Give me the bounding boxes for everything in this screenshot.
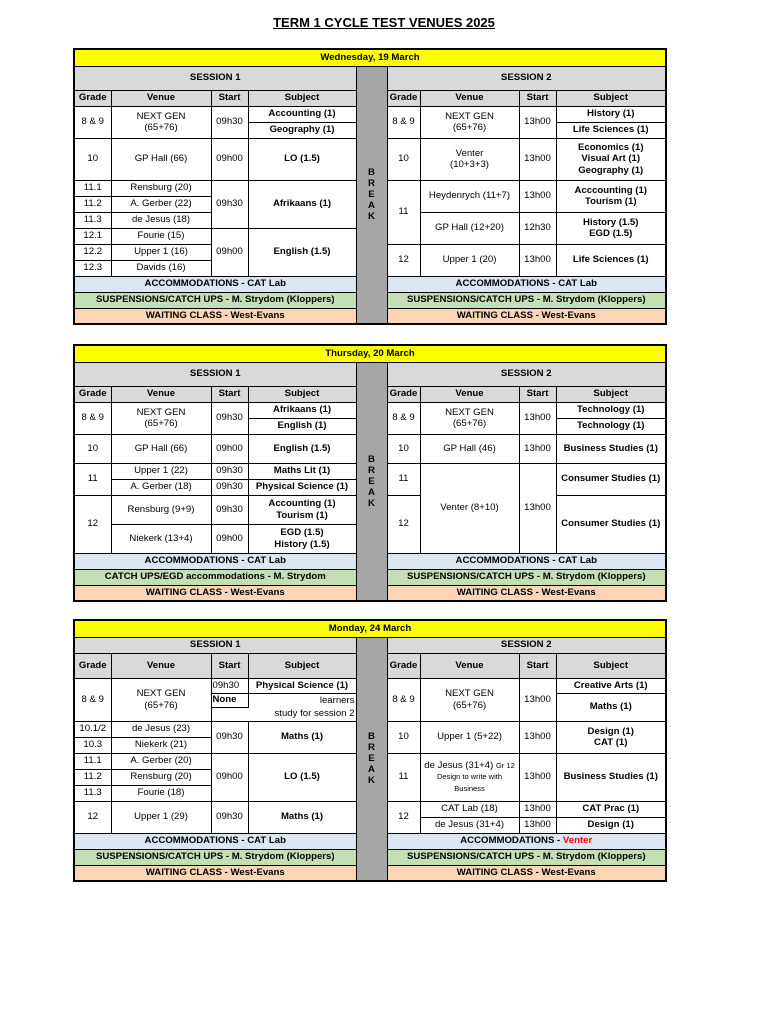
break-letter: R xyxy=(368,464,375,476)
break-letter: A xyxy=(368,764,375,776)
break-column xyxy=(356,66,387,324)
break-letter: R xyxy=(368,742,375,754)
suspensions-banner: SUSPENSIONS/CATCH UPS - M. Strydom (Kloppers) xyxy=(74,849,356,865)
subject-cell: Life Sciences (1) xyxy=(556,244,666,276)
col-header-start: Start xyxy=(519,90,556,106)
venue-cell: Upper 1 (29) xyxy=(111,801,211,833)
subject-cell: Geography (1) xyxy=(248,122,356,138)
col-header-grade: Grade xyxy=(387,653,420,678)
grade-cell: 12.3 xyxy=(74,260,111,276)
suspensions-banner: SUSPENSIONS/CATCH UPS - M. Strydom (Kloppers) xyxy=(387,849,666,865)
subject-cell: Maths (1) xyxy=(248,721,356,753)
start-cell: 13h00 xyxy=(519,817,556,833)
subject-cell: LO (1.5) xyxy=(248,753,356,801)
venue-cell: Upper 1 (20) xyxy=(420,244,519,276)
start-cell: 13h00 xyxy=(519,244,556,276)
accommodations-banner: ACCOMMODATIONS - Venter xyxy=(387,833,666,849)
col-header-grade: Grade xyxy=(74,653,111,678)
start-cell: 09h00 xyxy=(211,228,248,276)
start-cell: 13h00 xyxy=(519,138,556,180)
grade-cell: 8 & 9 xyxy=(387,402,420,434)
grade-cell: 10 xyxy=(74,434,111,463)
venue-cell: Davids (16) xyxy=(111,260,211,276)
col-header-start: Start xyxy=(519,386,556,402)
break-letter: K xyxy=(368,211,375,223)
subject-cell: Design (1) CAT (1) xyxy=(556,721,666,753)
start-cell: 09h30 xyxy=(211,495,248,524)
grade-cell: 11.1 xyxy=(74,180,111,196)
break-column xyxy=(356,637,387,881)
col-header-subject: Subject xyxy=(556,90,666,106)
break-letter: B xyxy=(368,731,375,743)
venue-cell: CAT Lab (18) xyxy=(420,801,519,817)
col-header-venue: Venue xyxy=(420,90,519,106)
venue-cell: GP Hall (66) xyxy=(111,138,211,180)
waiting-class-banner: WAITING CLASS - West-Evans xyxy=(387,585,666,601)
grade-cell: 11.3 xyxy=(74,785,111,801)
col-header-subject: Subject xyxy=(248,653,356,678)
venue-cell: A. Gerber (20) xyxy=(111,753,211,769)
document-title: TERM 1 CYCLE TEST VENUES 2025 xyxy=(273,15,495,30)
start-cell: 09h00 xyxy=(211,753,248,801)
col-header-venue: Venue xyxy=(111,386,211,402)
grade-cell: 10 xyxy=(387,721,420,753)
venue-cell: Venter (8+10) xyxy=(420,463,519,553)
break-letter: R xyxy=(368,178,375,190)
venue-cell: Upper 1 (5+22) xyxy=(420,721,519,753)
waiting-class-banner: WAITING CLASS - West-Evans xyxy=(74,308,356,324)
day-table-thursday xyxy=(73,344,667,602)
grade-cell: 8 & 9 xyxy=(74,106,111,138)
grade-cell: 11.1 xyxy=(74,753,111,769)
subject-cell: Design (1) xyxy=(556,817,666,833)
subject-cell: EGD (1.5) History (1.5) xyxy=(248,524,356,553)
venue-cell: NEXT GEN (65+76) xyxy=(111,106,211,138)
grade-cell: 12.1 xyxy=(74,228,111,244)
start-cell: 09h30 xyxy=(211,721,248,753)
venue-cell: Upper 1 (22) xyxy=(111,463,211,479)
subject-cell: CAT Prac (1) xyxy=(556,801,666,817)
venue-cell: A. Gerber (22) xyxy=(111,196,211,212)
venue-cell: GP Hall (12+20) xyxy=(420,212,519,244)
waiting-class-banner: WAITING CLASS - West-Evans xyxy=(74,865,356,881)
venue-cell: Rensburg (20) xyxy=(111,769,211,785)
venue-cell: GP Hall (46) xyxy=(420,434,519,463)
grade-cell: 12 xyxy=(387,495,420,553)
study-note: study for session 2 xyxy=(211,707,356,721)
col-header-subject: Subject xyxy=(248,386,356,402)
day-table-monday xyxy=(73,619,667,882)
venue-cell: Venter (10+3+3) xyxy=(420,138,519,180)
grade-cell: 10 xyxy=(74,138,111,180)
subject-cell: Acccounting (1) Tourism (1) xyxy=(556,180,666,212)
accommodations-banner: ACCOMMODATIONS - CAT Lab xyxy=(387,553,666,569)
day-header: Monday, 24 March xyxy=(74,620,666,637)
start-cell: 13h00 xyxy=(519,434,556,463)
col-header-subject: Subject xyxy=(248,90,356,106)
grade-cell: 8 & 9 xyxy=(74,678,111,721)
venue-cell: Fourie (15) xyxy=(111,228,211,244)
start-cell: 09h30 xyxy=(211,106,248,138)
venue-cell: NEXT GEN (65+76) xyxy=(111,402,211,434)
subject-cell: Life Sciences (1) xyxy=(556,122,666,138)
subject-cell: LO (1.5) xyxy=(248,138,356,180)
venue-cell: NEXT GEN (65+76) xyxy=(420,106,519,138)
col-header-start: Start xyxy=(519,653,556,678)
venue-cell: de Jesus (31+4) xyxy=(420,817,519,833)
break-letter: A xyxy=(368,200,375,212)
subject-cell: Consumer Studies (1) xyxy=(556,495,666,553)
venue-cell: GP Hall (66) xyxy=(111,434,211,463)
grade-cell: 12 xyxy=(74,495,111,553)
start-cell: 09h00 xyxy=(211,524,248,553)
day-header: Wednesday, 19 March xyxy=(74,49,666,66)
session2-header: SESSION 2 xyxy=(387,637,666,653)
grade-cell: 8 & 9 xyxy=(74,402,111,434)
break-letter: B xyxy=(368,167,375,179)
start-cell: 09h30 xyxy=(211,801,248,833)
start-cell: 09h30 xyxy=(211,180,248,228)
accommodations-banner: ACCOMMODATIONS - CAT Lab xyxy=(74,553,356,569)
suspensions-banner: SUSPENSIONS/CATCH UPS - M. Strydom (Kloppers) xyxy=(74,292,356,308)
col-header-grade: Grade xyxy=(74,90,111,106)
grade-cell: 10 xyxy=(387,138,420,180)
catch-ups-banner: CATCH UPS/EGD accommodations - M. Strydom xyxy=(74,569,356,585)
accommodations-banner: ACCOMMODATIONS - CAT Lab xyxy=(74,276,356,292)
session2-header: SESSION 2 xyxy=(387,362,666,386)
venue-cell: de Jesus (23) xyxy=(111,721,211,737)
start-cell: 09h30 xyxy=(211,479,248,495)
subject-cell: Accounting (1) Tourism (1) xyxy=(248,495,356,524)
col-header-venue: Venue xyxy=(111,653,211,678)
subject-cell: Afrikaans (1) xyxy=(248,180,356,228)
start-cell: 09h00 xyxy=(211,138,248,180)
day-table-wednesday xyxy=(73,48,667,325)
subject-cell: Technology (1) xyxy=(556,418,666,434)
venue-cell: Niekerk (13+4) xyxy=(111,524,211,553)
col-header-venue: Venue xyxy=(420,653,519,678)
venue-cell: de Jesus (18) xyxy=(111,212,211,228)
venue-cell: Niekerk (21) xyxy=(111,737,211,753)
col-header-subject: Subject xyxy=(556,653,666,678)
subject-cell: Physical Science (1) xyxy=(248,678,356,693)
accommodations-banner: ACCOMMODATIONS - CAT Lab xyxy=(387,276,666,292)
col-header-start: Start xyxy=(211,653,248,678)
start-cell: 13h00 xyxy=(519,106,556,138)
start-cell: 12h30 xyxy=(519,212,556,244)
session1-header: SESSION 1 xyxy=(74,637,356,653)
grade-cell: 10.1/2 xyxy=(74,721,111,737)
subject-cell: Business Studies (1) xyxy=(556,753,666,801)
grade-cell: 11.3 xyxy=(74,212,111,228)
subject-cell: Maths (1) xyxy=(556,693,666,721)
subject-cell: History (1.5) EGD (1.5) xyxy=(556,212,666,244)
suspensions-banner: SUSPENSIONS/CATCH UPS - M. Strydom (Kloppers) xyxy=(387,292,666,308)
subject-cell: Afrikaans (1) xyxy=(248,402,356,418)
venue-cell: NEXT GEN (65+76) xyxy=(420,402,519,434)
start-cell: None xyxy=(211,693,248,707)
start-cell: 13h00 xyxy=(519,721,556,753)
session1-header: SESSION 1 xyxy=(74,362,356,386)
grade-cell: 12.2 xyxy=(74,244,111,260)
break-letter: A xyxy=(368,486,375,498)
start-cell: 13h00 xyxy=(519,801,556,817)
break-letter: E xyxy=(368,475,375,487)
start-cell: 13h00 xyxy=(519,753,556,801)
grade-cell: 11 xyxy=(387,463,420,495)
subject-cell: History (1) xyxy=(556,106,666,122)
grade-cell: 11 xyxy=(387,753,420,801)
grade-cell: 12 xyxy=(387,244,420,276)
waiting-class-banner: WAITING CLASS - West-Evans xyxy=(387,308,666,324)
grade-cell: 11 xyxy=(74,463,111,495)
subject-cell: Maths Lit (1) xyxy=(248,463,356,479)
venue-cell: Heydenrych (11+7) xyxy=(420,180,519,212)
start-cell: 09h30 xyxy=(211,402,248,434)
waiting-class-banner: WAITING CLASS - West-Evans xyxy=(387,865,666,881)
col-header-venue: Venue xyxy=(420,386,519,402)
grade-cell: 12 xyxy=(74,801,111,833)
venue-cell: Rensburg (20) xyxy=(111,180,211,196)
col-header-start: Start xyxy=(211,90,248,106)
subject-cell: Consumer Studies (1) xyxy=(556,463,666,495)
suspensions-banner: SUSPENSIONS/CATCH UPS - M. Strydom (Kloppers) xyxy=(387,569,666,585)
grade-cell: 8 & 9 xyxy=(387,106,420,138)
accommodations-venue-highlight: Venter xyxy=(562,835,593,847)
subject-cell: Maths (1) xyxy=(248,801,356,833)
subject-cell: Economics (1) Visual Art (1) Geography (1) xyxy=(556,138,666,180)
subject-cell: Creative Arts (1) xyxy=(556,678,666,693)
session1-header: SESSION 1 xyxy=(74,66,356,90)
grade-cell: 8 & 9 xyxy=(387,678,420,721)
break-letter: B xyxy=(368,453,375,465)
subject-cell: Business Studies (1) xyxy=(556,434,666,463)
subject-cell: Physical Science (1) xyxy=(248,479,356,495)
start-cell: 13h00 xyxy=(519,678,556,721)
subject-cell: learners xyxy=(248,693,356,707)
col-header-start: Start xyxy=(211,386,248,402)
venue-cell: Rensburg (9+9) xyxy=(111,495,211,524)
start-cell: 13h00 xyxy=(519,180,556,212)
day-header: Thursday, 20 March xyxy=(74,345,666,362)
start-cell: 09h30 xyxy=(211,463,248,479)
venue-cell: NEXT GEN (65+76) xyxy=(420,678,519,721)
grade-cell: 11.2 xyxy=(74,769,111,785)
break-letter: K xyxy=(368,497,375,509)
grade-cell: 10 xyxy=(387,434,420,463)
grade-cell: 11.2 xyxy=(74,196,111,212)
col-header-venue: Venue xyxy=(111,90,211,106)
session2-header: SESSION 2 xyxy=(387,66,666,90)
col-header-grade: Grade xyxy=(74,386,111,402)
col-header-grade: Grade xyxy=(387,386,420,402)
break-column xyxy=(356,362,387,601)
grade-cell: 12 xyxy=(387,801,420,833)
venue-cell: NEXT GEN (65+76) xyxy=(111,678,211,721)
col-header-grade: Grade xyxy=(387,90,420,106)
grade-cell: 11 xyxy=(387,180,420,244)
subject-cell: English (1.5) xyxy=(248,228,356,276)
waiting-class-banner: WAITING CLASS - West-Evans xyxy=(74,585,356,601)
grade-cell: 10.3 xyxy=(74,737,111,753)
break-letter: K xyxy=(368,775,375,787)
start-cell: 09h30 xyxy=(211,678,248,693)
subject-cell: Technology (1) xyxy=(556,402,666,418)
start-cell: 13h00 xyxy=(519,463,556,553)
start-cell: 13h00 xyxy=(519,402,556,434)
subject-cell: English (1) xyxy=(248,418,356,434)
subject-cell: English (1.5) xyxy=(248,434,356,463)
venue-cell: Fourie (18) xyxy=(111,785,211,801)
subject-cell: Accounting (1) xyxy=(248,106,356,122)
venue-cell: Upper 1 (16) xyxy=(111,244,211,260)
break-letter: E xyxy=(368,753,375,765)
col-header-subject: Subject xyxy=(556,386,666,402)
break-letter: E xyxy=(368,189,375,201)
accommodations-banner: ACCOMMODATIONS - CAT Lab xyxy=(74,833,356,849)
start-cell: 09h00 xyxy=(211,434,248,463)
venue-cell: A. Gerber (18) xyxy=(111,479,211,495)
venue-cell: de Jesus (31+4) Gr 12 Design to write with Business xyxy=(420,753,519,801)
